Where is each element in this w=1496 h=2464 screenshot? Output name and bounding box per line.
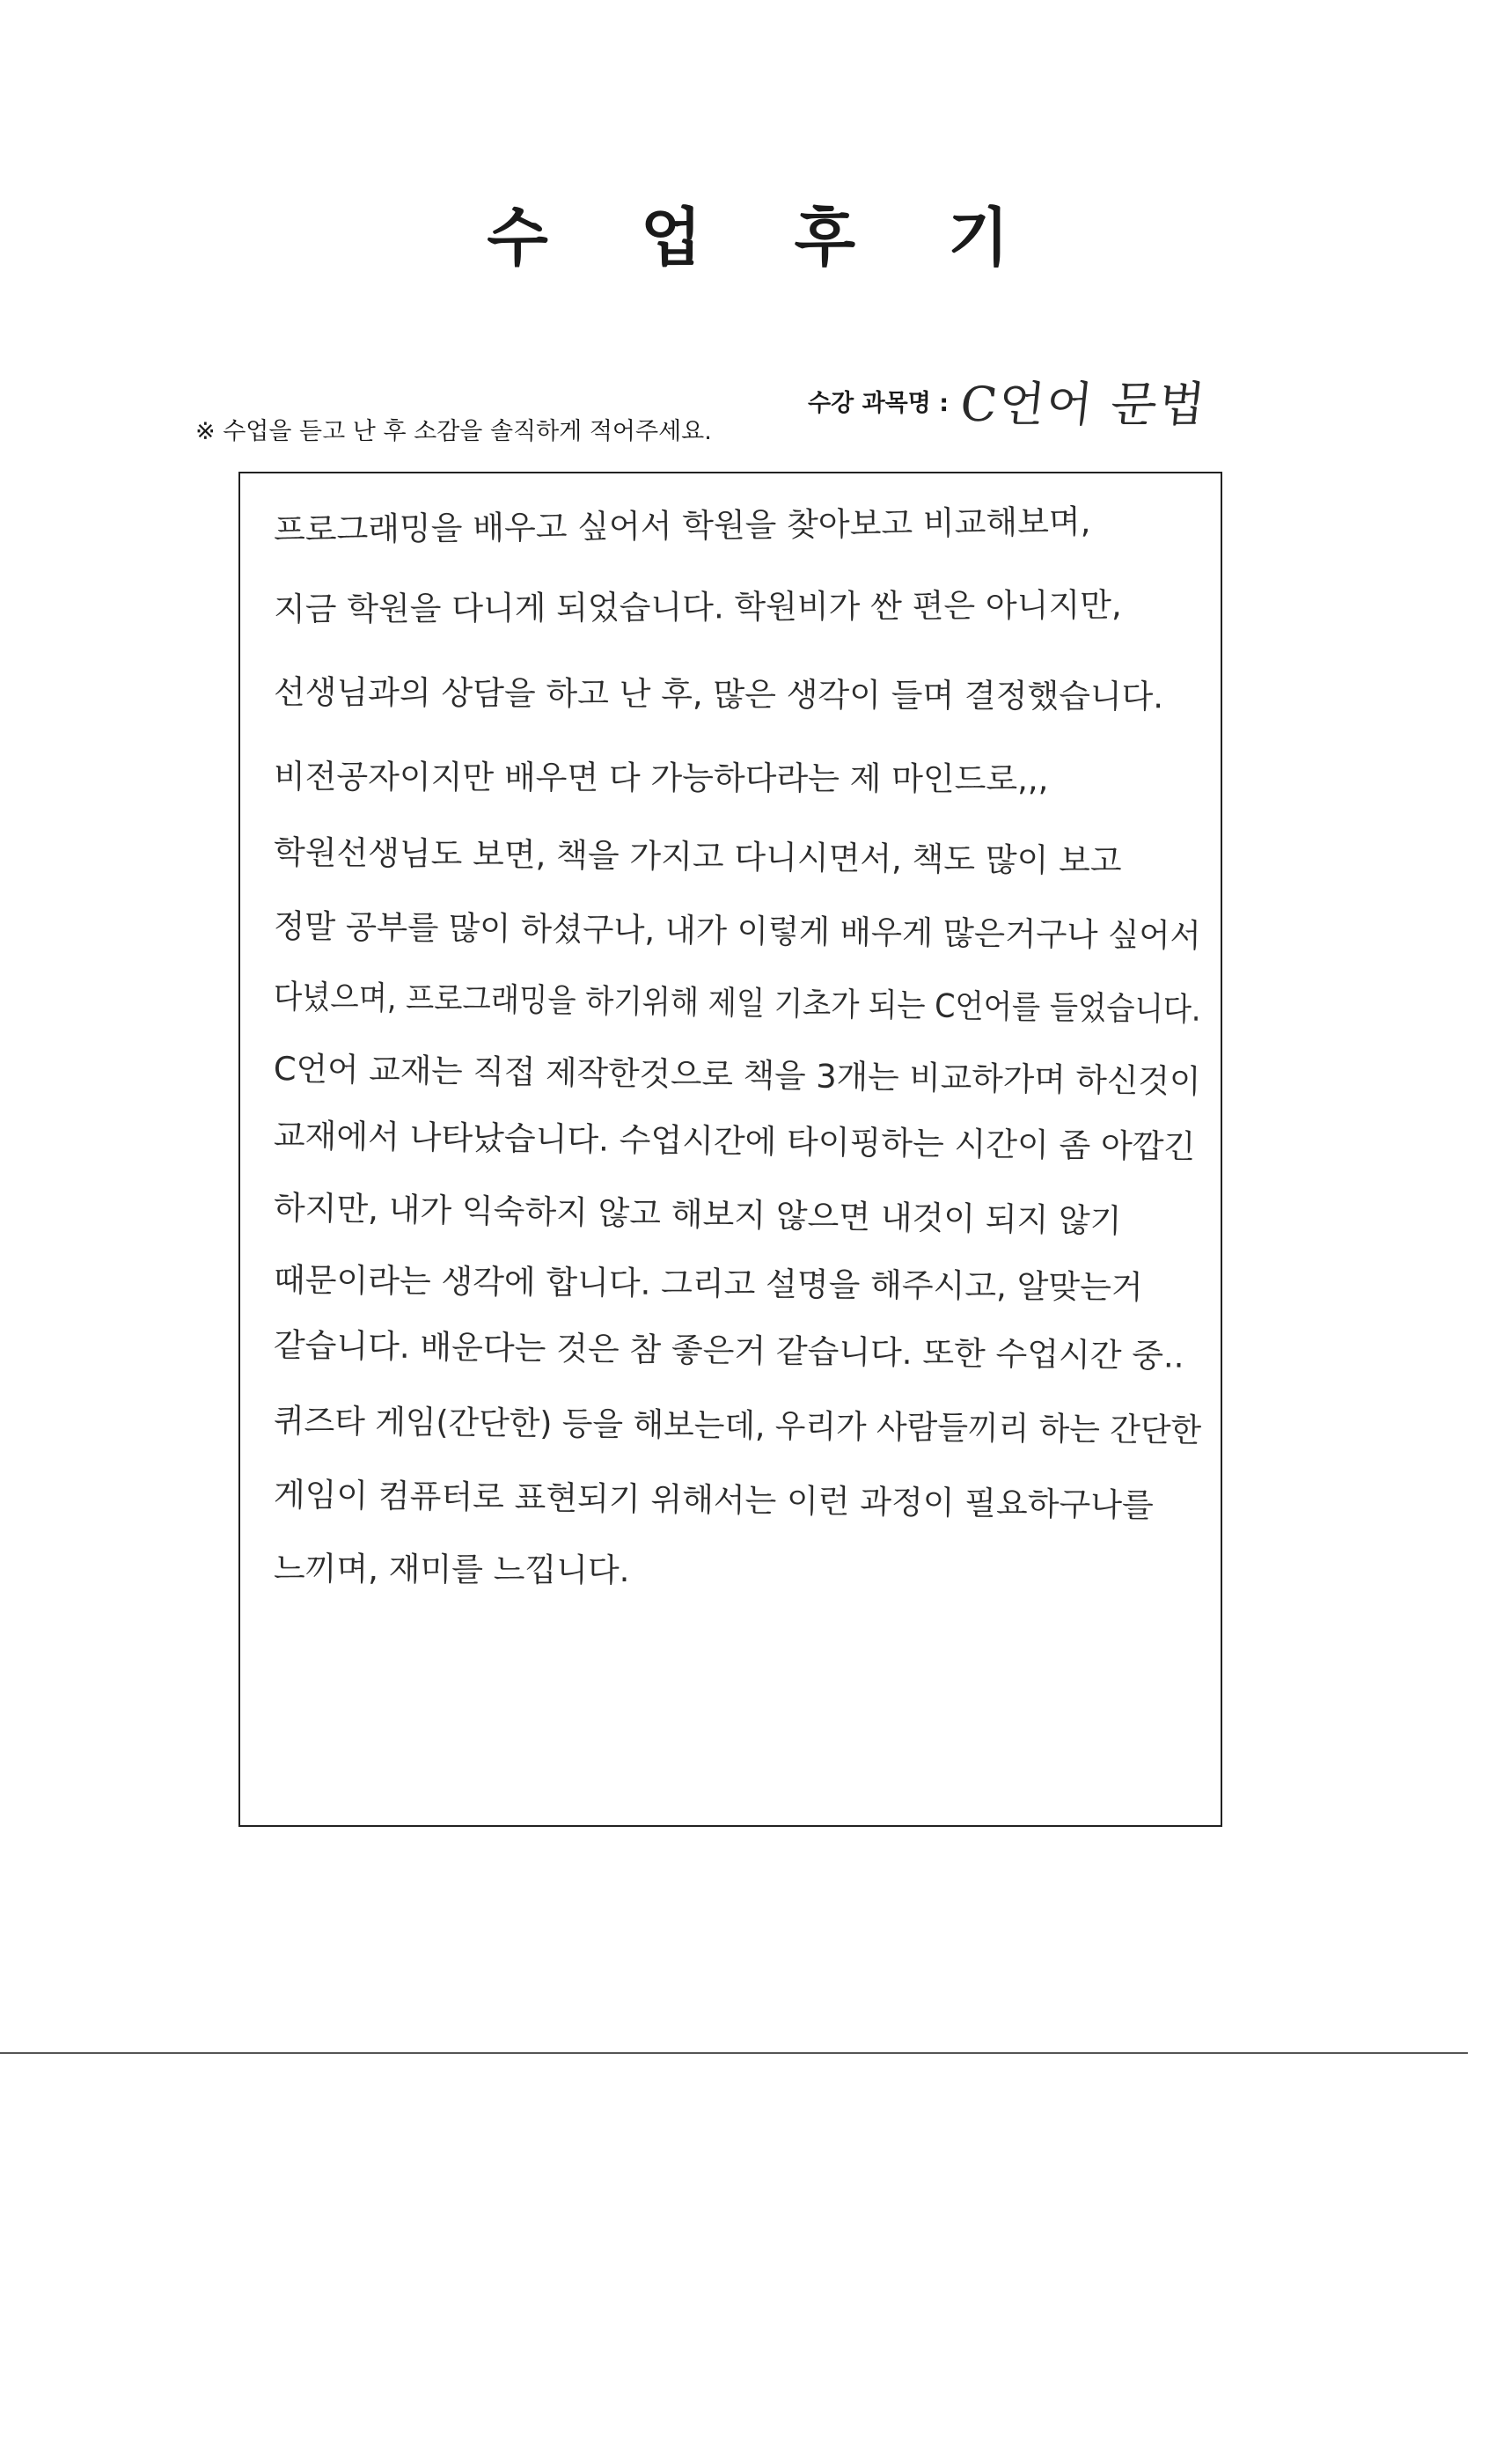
review-answer-box — [238, 472, 1222, 1827]
page-divider-line — [0, 2052, 1468, 2054]
instruction-text: ※ 수업을 듣고 난 후 소감을 솔직하게 적어주세요. — [195, 418, 712, 445]
review-line: 다녔으며, 프로그래밍을 하기위해 제일 기초가 되는 C언어를 들었습니다. — [273, 978, 1201, 1029]
review-line: 느끼며, 재미를 느낍니다. — [273, 1550, 630, 1590]
course-label: 수강 과목명 : — [808, 389, 950, 417]
review-line: C언어 교재는 직접 제작한것으로 책을 3개는 비교하가며 하신것이 — [273, 1050, 1201, 1101]
review-line: 정말 공부를 많이 하셨구나, 내가 이렇게 배우게 많은거구나 싶어서 — [273, 907, 1201, 956]
course-name-handwritten: C언어 문법 — [957, 376, 1210, 432]
review-line: 하지만, 내가 익숙하지 않고 해보지 않으면 내것이 되지 않기 — [273, 1189, 1122, 1241]
review-line: 프로그래밍을 배우고 싶어서 학원을 찾아보고 비교해보며, — [273, 502, 1091, 549]
page-title: 수 업 후 기 — [487, 201, 1045, 275]
course-field — [808, 370, 1210, 432]
review-line: 같습니다. 배운다는 것은 참 좋은거 같습니다. 또한 수업시간 중.. — [273, 1326, 1184, 1375]
review-line: 비전공자이지만 배우면 다 가능하다라는 제 마인드로,,, — [273, 758, 1049, 799]
review-line: 학원선생님도 보면, 책을 가지고 다니시면서, 책도 많이 보고 — [273, 833, 1122, 881]
review-line: 게임이 컴퓨터로 표현되기 위해서는 이런 과정이 필요하구나를 — [273, 1476, 1155, 1525]
review-line: 선생님과의 상담을 하고 난 후, 많은 생각이 들며 결정했습니다. — [273, 673, 1164, 716]
review-line: 지금 학원을 다니게 되었습니다. 학원비가 싼 편은 아니지만, — [273, 585, 1122, 628]
review-line: 때문이라는 생각에 합니다. 그리고 설명을 해주시고, 알맞는거 — [273, 1261, 1143, 1307]
review-line: 교재에서 나타났습니다. 수업시간에 타이핑하는 시간이 좀 아깝긴 — [273, 1117, 1196, 1166]
review-line: 퀴즈타 게임(간단한) 등을 해보는데, 우리가 사람들끼리 하는 간단한 — [273, 1402, 1202, 1450]
